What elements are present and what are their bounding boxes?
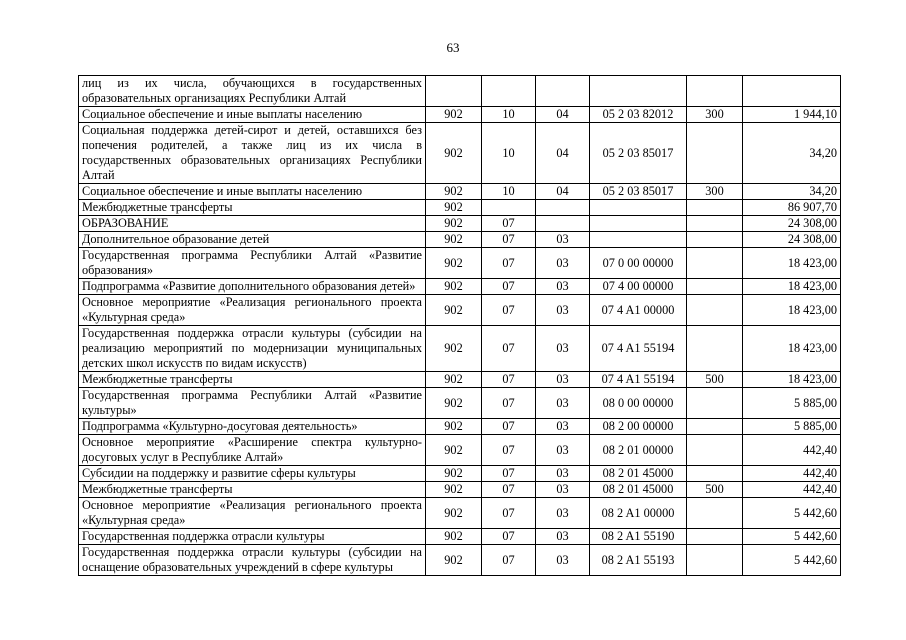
cell-expense-type: 500 — [687, 482, 743, 498]
table-row — [79, 107, 841, 123]
cell-section: 07 — [482, 295, 536, 326]
cell-amount: 1 944,10 — [743, 107, 841, 123]
cell-name: лиц из их числа, обучающихся в государственных образовательных организациях Республики Алтай — [79, 76, 426, 107]
cell-amount: 86 907,70 — [743, 200, 841, 216]
cell-target-article: 08 2 00 00000 — [590, 419, 687, 435]
cell-section — [482, 76, 536, 107]
cell-subsection: 03 — [536, 232, 590, 248]
cell-subsection: 03 — [536, 466, 590, 482]
cell-section: 10 — [482, 184, 536, 200]
cell-target-article: 08 2 01 45000 — [590, 482, 687, 498]
cell-expense-type — [687, 545, 743, 576]
cell-expense-type — [687, 295, 743, 326]
cell-expense-type: 500 — [687, 372, 743, 388]
cell-name: Основное мероприятие «Реализация регионального проекта «Культурная среда» — [79, 498, 426, 529]
cell-target-article: 05 2 03 85017 — [590, 184, 687, 200]
cell-expense-type — [687, 216, 743, 232]
table-row — [79, 200, 841, 216]
cell-subsection — [536, 76, 590, 107]
cell-admin-code — [426, 76, 482, 107]
cell-admin-code: 902 — [426, 419, 482, 435]
cell-section: 07 — [482, 435, 536, 466]
table-row — [79, 435, 841, 466]
cell-section: 07 — [482, 529, 536, 545]
cell-admin-code: 902 — [426, 466, 482, 482]
table-row — [79, 388, 841, 419]
cell-name: Государственная поддержка отрасли культуры (субсидии на реализацию мероприятий по модернизации муниципальных детских школ искусств по видам искусств) — [79, 326, 426, 372]
cell-name: Межбюджетные трансферты — [79, 372, 426, 388]
cell-name: ОБРАЗОВАНИЕ — [79, 216, 426, 232]
cell-section: 07 — [482, 326, 536, 372]
table-row — [79, 326, 841, 372]
cell-target-article — [590, 232, 687, 248]
cell-subsection: 03 — [536, 419, 590, 435]
budget-table — [78, 75, 841, 576]
cell-name: Субсидии на поддержку и развитие сферы культуры — [79, 466, 426, 482]
cell-target-article: 07 4 A1 55194 — [590, 372, 687, 388]
cell-admin-code: 902 — [426, 388, 482, 419]
cell-admin-code: 902 — [426, 498, 482, 529]
cell-expense-type: 300 — [687, 184, 743, 200]
cell-target-article: 05 2 03 82012 — [590, 107, 687, 123]
cell-amount: 442,40 — [743, 466, 841, 482]
cell-name: Государственная программа Республики Алтай «Развитие культуры» — [79, 388, 426, 419]
cell-amount: 18 423,00 — [743, 326, 841, 372]
cell-subsection: 03 — [536, 435, 590, 466]
table-row — [79, 482, 841, 498]
cell-amount: 34,20 — [743, 123, 841, 184]
table-row — [79, 498, 841, 529]
cell-target-article — [590, 200, 687, 216]
cell-name: Социальная поддержка детей-сирот и детей, оставшихся без попечения родителей, а также лиц из их числа в государственных образовательных организациях Республики Алтай — [79, 123, 426, 184]
cell-name: Государственная поддержка отрасли культуры (субсидии на оснащение образовательных учреждений в сфере культуры — [79, 545, 426, 576]
cell-admin-code: 902 — [426, 123, 482, 184]
cell-target-article: 08 2 01 45000 — [590, 466, 687, 482]
cell-section: 10 — [482, 123, 536, 184]
cell-subsection: 03 — [536, 295, 590, 326]
cell-admin-code: 902 — [426, 200, 482, 216]
table-row — [79, 248, 841, 279]
cell-target-article: 07 4 A1 55194 — [590, 326, 687, 372]
cell-name: Основное мероприятие «Реализация регионального проекта «Культурная среда» — [79, 295, 426, 326]
cell-target-article: 07 0 00 00000 — [590, 248, 687, 279]
table-row — [79, 279, 841, 295]
cell-target-article: 08 0 00 00000 — [590, 388, 687, 419]
cell-amount: 5 442,60 — [743, 529, 841, 545]
cell-admin-code: 902 — [426, 295, 482, 326]
page-number: 63 — [446, 40, 460, 55]
cell-target-article: 08 2 A1 00000 — [590, 498, 687, 529]
table-row — [79, 529, 841, 545]
cell-expense-type — [687, 232, 743, 248]
cell-target-article — [590, 76, 687, 107]
cell-expense-type — [687, 435, 743, 466]
cell-target-article: 05 2 03 85017 — [590, 123, 687, 184]
cell-expense-type — [687, 498, 743, 529]
cell-subsection: 03 — [536, 279, 590, 295]
cell-name: Государственная поддержка отрасли культуры — [79, 529, 426, 545]
cell-expense-type — [687, 123, 743, 184]
cell-expense-type — [687, 529, 743, 545]
cell-admin-code: 902 — [426, 435, 482, 466]
cell-section: 07 — [482, 372, 536, 388]
cell-expense-type — [687, 76, 743, 107]
cell-subsection: 03 — [536, 529, 590, 545]
cell-subsection: 03 — [536, 482, 590, 498]
table-row — [79, 123, 841, 184]
cell-target-article — [590, 216, 687, 232]
cell-name: Социальное обеспечение и иные выплаты населению — [79, 107, 426, 123]
cell-subsection: 03 — [536, 248, 590, 279]
cell-admin-code: 902 — [426, 372, 482, 388]
table-row — [79, 419, 841, 435]
table-row — [79, 216, 841, 232]
cell-amount: 18 423,00 — [743, 248, 841, 279]
cell-target-article: 07 4 A1 00000 — [590, 295, 687, 326]
cell-admin-code: 902 — [426, 326, 482, 372]
cell-admin-code: 902 — [426, 279, 482, 295]
cell-section: 07 — [482, 419, 536, 435]
cell-subsection: 03 — [536, 326, 590, 372]
cell-name: Подпрограмма «Развитие дополнительного образования детей» — [79, 279, 426, 295]
cell-subsection: 04 — [536, 107, 590, 123]
cell-section: 07 — [482, 498, 536, 529]
cell-section: 07 — [482, 216, 536, 232]
cell-admin-code: 902 — [426, 232, 482, 248]
table-row — [79, 466, 841, 482]
cell-name: Государственная программа Республики Алтай «Развитие образования» — [79, 248, 426, 279]
cell-admin-code: 902 — [426, 184, 482, 200]
table-row — [79, 545, 841, 576]
cell-amount: 18 423,00 — [743, 295, 841, 326]
cell-section: 10 — [482, 107, 536, 123]
cell-expense-type — [687, 326, 743, 372]
cell-name: Социальное обеспечение и иные выплаты населению — [79, 184, 426, 200]
cell-amount: 18 423,00 — [743, 279, 841, 295]
cell-target-article: 08 2 A1 55193 — [590, 545, 687, 576]
cell-name: Подпрограмма «Культурно-досуговая деятельность» — [79, 419, 426, 435]
cell-section: 07 — [482, 248, 536, 279]
cell-section: 07 — [482, 388, 536, 419]
cell-subsection: 03 — [536, 372, 590, 388]
cell-section: 07 — [482, 545, 536, 576]
cell-subsection: 03 — [536, 498, 590, 529]
cell-expense-type — [687, 279, 743, 295]
cell-name: Межбюджетные трансферты — [79, 482, 426, 498]
cell-name: Межбюджетные трансферты — [79, 200, 426, 216]
cell-admin-code: 902 — [426, 482, 482, 498]
cell-expense-type — [687, 248, 743, 279]
cell-subsection: 04 — [536, 184, 590, 200]
cell-subsection — [536, 200, 590, 216]
table-row — [79, 232, 841, 248]
cell-amount: 18 423,00 — [743, 372, 841, 388]
cell-expense-type — [687, 200, 743, 216]
cell-subsection: 04 — [536, 123, 590, 184]
cell-amount: 34,20 — [743, 184, 841, 200]
cell-amount — [743, 76, 841, 107]
cell-name: Основное мероприятие «Расширение спектра культурно-досуговых услуг в Республике Алтай» — [79, 435, 426, 466]
cell-target-article: 07 4 00 00000 — [590, 279, 687, 295]
table-row — [79, 372, 841, 388]
cell-amount: 5 885,00 — [743, 419, 841, 435]
cell-name: Дополнительное образование детей — [79, 232, 426, 248]
cell-subsection — [536, 216, 590, 232]
cell-admin-code: 902 — [426, 529, 482, 545]
cell-amount: 5 442,60 — [743, 545, 841, 576]
cell-expense-type — [687, 419, 743, 435]
cell-amount: 5 442,60 — [743, 498, 841, 529]
cell-amount: 442,40 — [743, 482, 841, 498]
cell-amount: 442,40 — [743, 435, 841, 466]
cell-section: 07 — [482, 466, 536, 482]
cell-admin-code: 902 — [426, 545, 482, 576]
cell-expense-type — [687, 466, 743, 482]
cell-admin-code: 902 — [426, 248, 482, 279]
table-row — [79, 76, 841, 107]
cell-section: 07 — [482, 482, 536, 498]
cell-target-article: 08 2 A1 55190 — [590, 529, 687, 545]
cell-subsection: 03 — [536, 545, 590, 576]
cell-amount: 24 308,00 — [743, 216, 841, 232]
cell-section: 07 — [482, 279, 536, 295]
cell-expense-type: 300 — [687, 107, 743, 123]
cell-expense-type — [687, 388, 743, 419]
table-row — [79, 184, 841, 200]
cell-section: 07 — [482, 232, 536, 248]
cell-amount: 5 885,00 — [743, 388, 841, 419]
cell-amount: 24 308,00 — [743, 232, 841, 248]
table-row — [79, 295, 841, 326]
budget-table-body — [79, 76, 841, 576]
cell-admin-code: 902 — [426, 216, 482, 232]
cell-subsection: 03 — [536, 388, 590, 419]
cell-admin-code: 902 — [426, 107, 482, 123]
cell-target-article: 08 2 01 00000 — [590, 435, 687, 466]
cell-section — [482, 200, 536, 216]
